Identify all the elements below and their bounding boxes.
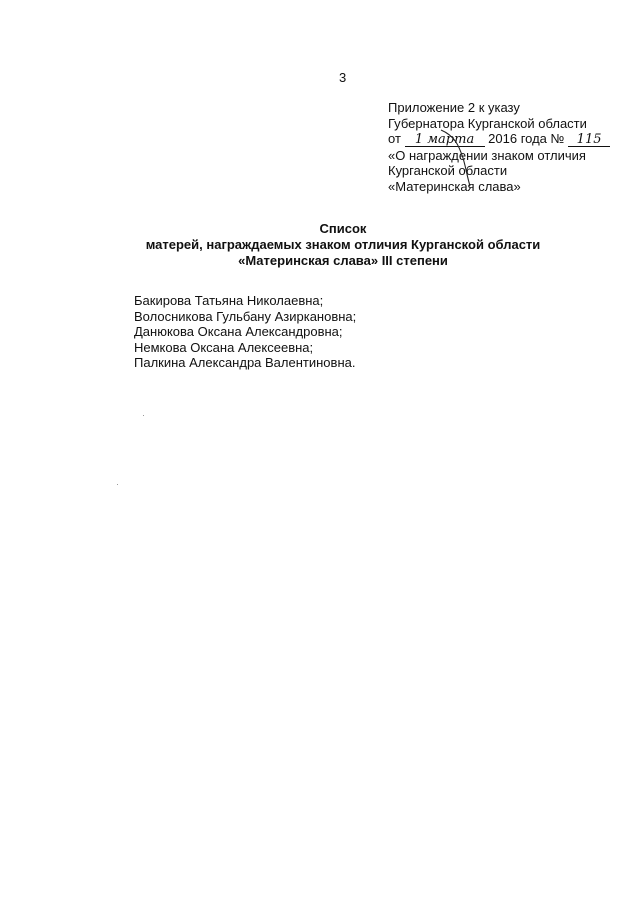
handwritten-date: 1 марта (405, 132, 485, 148)
handwritten-number: 115 (568, 132, 610, 148)
appendix-line-6: «Материнская слава» (388, 178, 521, 194)
page-number: 3 (339, 70, 347, 85)
appendix-line-1: Приложение 2 к указу (388, 100, 520, 115)
document-title (0, 221, 640, 269)
scan-speck (117, 484, 118, 485)
appendix-date-line (388, 131, 618, 148)
list-item: Данюкова Оксана Александровна; (134, 324, 343, 339)
appendix-line-2: Губернатора Курганской области (388, 115, 587, 131)
list-item: Бакирова Татьяна Николаевна; (134, 293, 324, 308)
date-prefix: от (388, 131, 401, 146)
list-item: Палкина Александра Валентиновна. (134, 355, 356, 370)
appendix-block (388, 100, 618, 194)
year-text: 2016 года № (488, 131, 565, 146)
names-list (134, 293, 356, 371)
title-line-2: матерей, награждаемых знаком отличия Курганской области (145, 237, 541, 252)
list-item: Немкова Оксана Алексеевна; (134, 339, 314, 355)
title-line-1: Список (319, 221, 367, 236)
scan-speck (143, 415, 144, 416)
appendix-line-4: «О награждении знаком отличия (388, 147, 586, 163)
signature-stroke-icon (437, 128, 477, 188)
list-item: Волосникова Гульбану Азиркановна; (134, 308, 357, 324)
appendix-line-5: Курганской области (388, 163, 508, 178)
title-line-3: «Материнская слава» III степени (238, 253, 448, 268)
